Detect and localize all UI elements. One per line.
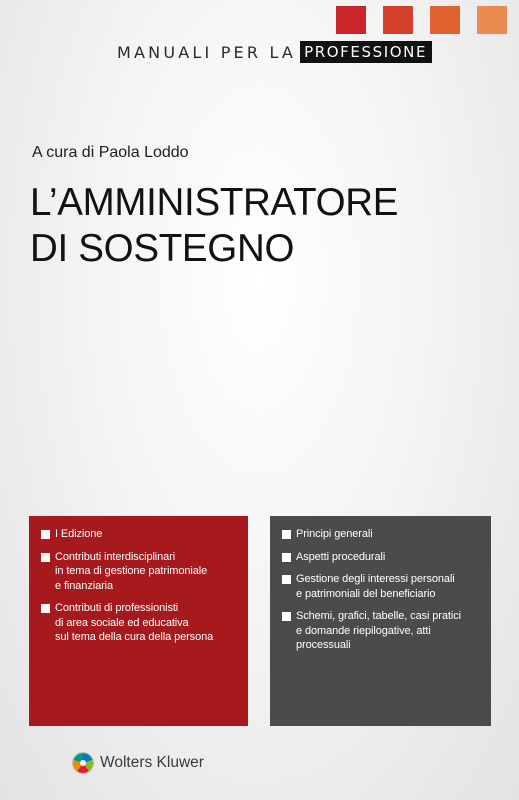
contents-item <box>282 572 481 601</box>
features-item <box>41 601 238 645</box>
contents-item-line: Schemi, grafici, tabelle, casi pratici <box>296 610 461 622</box>
series-square-2 <box>383 6 413 34</box>
contents-item <box>282 609 481 653</box>
editor-credit: A cura di Paola Loddo <box>32 144 189 161</box>
features-item <box>41 527 238 542</box>
square-bullet-icon <box>41 553 50 562</box>
contents-item-line: Principi generali <box>296 528 373 540</box>
book-title <box>30 180 500 272</box>
contents-list <box>282 527 481 653</box>
series-square-4 <box>477 6 507 34</box>
contents-item <box>282 527 481 542</box>
features-item-line: e finanziaria <box>55 579 114 592</box>
features-item-line: I Edizione <box>55 528 103 540</box>
square-bullet-icon <box>282 553 291 562</box>
series-prefix: MANUALI PER LA <box>117 42 297 62</box>
series-highlight: PROFESSIONE <box>300 41 432 63</box>
features-item-line: sul tema della cura della persona <box>55 631 214 643</box>
square-bullet-icon <box>282 530 291 539</box>
contents-item-line: processuali <box>296 639 351 651</box>
features-item-line: di area sociale ed educativa <box>55 616 189 629</box>
wolters-kluwer-logo-icon <box>72 752 94 774</box>
series-square-1 <box>336 6 366 34</box>
features-list <box>41 527 238 645</box>
square-bullet-icon <box>41 530 50 539</box>
series-name <box>117 40 432 64</box>
square-bullet-icon <box>282 575 291 584</box>
book-title-line-2: DI SOSTEGNO <box>30 227 295 270</box>
features-item-line: Contributi interdisciplinari <box>55 550 176 563</box>
contents-box <box>270 516 491 726</box>
features-box <box>29 516 248 726</box>
square-bullet-icon <box>282 612 291 621</box>
book-title-line-1: L’AMMINISTRATORE <box>30 181 399 224</box>
features-item-line: in tema di gestione patrimoniale <box>55 565 208 577</box>
publisher-name: Wolters Kluwer <box>100 754 204 771</box>
series-squares <box>336 6 507 34</box>
publisher <box>72 752 204 774</box>
features-item-line: Contributi di professionisti <box>55 602 179 614</box>
contents-item <box>282 550 481 565</box>
contents-item-line: e patrimoniali del beneficiario <box>296 587 436 600</box>
contents-item-line: e domande riepilogative, atti <box>296 624 431 637</box>
series-square-3 <box>430 6 460 34</box>
features-item <box>41 550 238 594</box>
contents-item-line: Gestione degli interessi personali <box>296 573 455 585</box>
square-bullet-icon <box>41 604 50 613</box>
contents-item-line: Aspetti procedurali <box>296 550 386 563</box>
